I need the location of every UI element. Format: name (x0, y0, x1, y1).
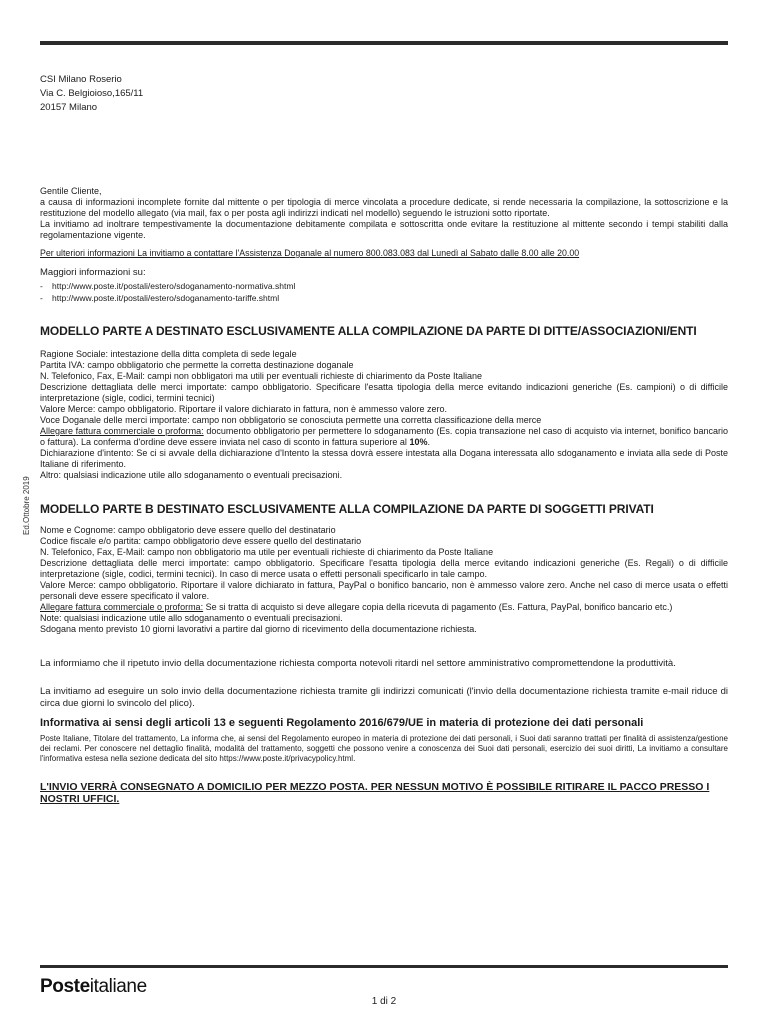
field-desc: Nome e Cognome: campo obbligatorio deve essere quello del destinatario (40, 525, 336, 535)
notice-paragraph: La invitiamo ad eseguire un solo invio della documentazione richiesta tramite gli indirizzi comunicati (l'invio della documentazione richiesta tramite e-mail riduce di circa due giorni lo svincolo del plico). (40, 686, 728, 709)
edition-label: Ed.Ottobre 2019 (22, 476, 31, 535)
contact-line: Per ulteriori informazioni La invitiamo a contattare l'Assistenza Doganale al numero 800.083.083 dal Lunedì al Sabato dalle 8.00 alle 20.00 (40, 248, 580, 258)
field-desc: Dichiarazione d'intento: Se ci si avvale della dichiarazione d'Intento la stessa dovrà essere intestata alla Dogana interessata allo sdoganamento e inviata alla sede di Poste Italiane di riferimento. (40, 448, 728, 469)
privacy-text: Poste Italiane, Titolare del trattamento, La informa che, ai sensi del Regolamento europeo in materia di protezione dei dati personali, i Suoi dati saranno trattati per finalità di assistenza/gestione dei reclami. Per conoscere nel dettaglio finalità, modalità del trattamento, soggetti che possono venire a conoscenza dei Suoi dati personali, esercizio dei suoi diritti, La invitiamo a consultare l'informativa estesa nella sezione dedicata del sito https://www.poste.it/privacypolicy.html. (40, 734, 728, 763)
section-b-title: MODELLO PARTE B DESTINATO ESCLUSIVAMENTE ALLA COMPILAZIONE DA PARTE DI SOGGETTI PRIVATI (40, 502, 654, 516)
link[interactable]: http://www.poste.it/postali/estero/sdoganamento-normativa.shtml (52, 281, 296, 291)
poste-italiane-logo: Posteitaliane (40, 976, 147, 997)
list-item[interactable]: - http://www.poste.it/postali/estero/sdoganamento-normativa.shtml (40, 281, 296, 291)
link[interactable]: http://www.poste.it/postali/estero/sdoganamento-tariffe.shtml (52, 293, 280, 303)
list-item[interactable]: - http://www.poste.it/postali/estero/sdoganamento-tariffe.shtml (40, 293, 280, 303)
more-info: Maggiori informazioni su: (40, 267, 146, 278)
field-desc: Descrizione dettagliata delle merci importate: campo obbligatorio. Specificare l'esatta tipologia della merce evitando indicazioni generiche (Es. Regali) o di difficile interpretazione (sigle, codici, termini tecnici). In caso di merce usata o effetti personali specificarlo in tale campo. (40, 558, 728, 579)
field-label: Allegare fattura commerciale o proforma: (40, 426, 204, 436)
privacy-title: Informativa ai sensi degli articoli 13 e seguenti Regolamento 2016/679/UE in materia di protezione dei dati personali (40, 717, 644, 729)
section-a-fields (40, 349, 728, 481)
address-line: Via C. Belgioioso,165/11 (40, 88, 144, 99)
field-desc: Descrizione dettagliata delle merci importate: campo obbligatorio. Specificare l'esatta tipologia della merce evitando indicazioni generiche (Es. campioni) o di difficile interpretazione (sigle, codici, termini tecnici) (40, 382, 728, 403)
field-desc: Codice fiscale e/o partita: campo obbligatorio deve essere quello del destinatario (40, 536, 362, 546)
address-line: CSI Milano Roserio (40, 74, 122, 85)
address-block (40, 73, 728, 115)
section-b-fields (40, 525, 728, 635)
field-desc: Note: qualsiasi indicazione utile allo sdoganamento o eventuali precisazioni. (40, 613, 343, 623)
notice-paragraph: La informiamo che il ripetuto invio della documentazione richiesta comporta notevoli ritardi nel settore amministrativo compromettendone la produttività. (40, 658, 676, 669)
field-desc: Valore Merce: campo obbligatorio. Riportare il valore dichiarato in fattura, non è ammesso valore zero. (40, 404, 448, 414)
bottom-rule (40, 965, 728, 968)
greeting: Gentile Cliente, (40, 186, 102, 196)
field-desc: N. Telefonico, Fax, E-Mail: campo non obbligatorio ma utile per eventuali richieste di chiarimento da Poste Italiane (40, 547, 494, 557)
page-number: 1 di 2 (371, 996, 397, 1007)
intro-paragraph: a causa di informazioni incomplete fornite dal mittente o per tipologia di merce vincolata a procedure dedicate, si rende necessaria la compilazione, la sottoscrizione e la restituzione del modello allegato (via mail, fax o per posta agli indirizzi indicati nel modello) seguendo le istruzioni sotto riportate. (40, 197, 728, 218)
field-desc: Altro: qualsiasi indicazione utile allo sdoganamento o eventuali precisazioni. (40, 470, 343, 480)
top-rule (40, 41, 728, 45)
field-label: Allegare fattura commerciale o proforma: (40, 602, 204, 612)
links-list (40, 280, 728, 304)
section-a-title: MODELLO PARTE A DESTINATO ESCLUSIVAMENTE ALLA COMPILAZIONE DA PARTE DI DITTE/ASSOCIAZIONI/ENTI (40, 324, 697, 338)
field-desc: Allegare fattura commerciale o proforma: documento obbligatorio per permettere lo sdoganamento (Es. copia transazione nel caso di acquisto via internet, bonifico bancario o fattura). La conferma d'ordine deve essere inviata nel caso di sconto in fattura superiore al 10%. (40, 426, 729, 447)
field-desc: Allegare fattura commerciale o proforma: Se si tratta di acquisto si deve allegare copia della ricevuta di pagamento (Es. Fattura, PayPal, bonifico bancario etc.) (40, 602, 673, 612)
field-desc: Ragione Sociale: intestazione della ditta completa di sede legale (40, 349, 297, 359)
field-desc: Partita IVA: campo obbligatorio che permette la corretta destinazione doganale (40, 360, 354, 370)
field-desc: N. Telefonico, Fax, E-Mail: campi non obbligatori ma utili per eventuali richieste di chiarimento da Poste Italiane (40, 371, 483, 381)
field-desc: Voce Doganale delle merci importate: campo non obbligatorio se conosciuta permette una corretta classificazione della merce (40, 415, 542, 425)
address-line: 20157 Milano (40, 102, 98, 113)
final-notice: L'INVIO VERRÀ CONSEGNATO A DOMICILIO PER MEZZO POSTA. PER NESSUN MOTIVO È POSSIBILE RITIRARE IL PACCO PRESSO I NOSTRI UFFICI. (40, 781, 710, 805)
intro-paragraph: La invitiamo ad inoltrare tempestivamente la documentazione debitamente compilata e sottoscritta onde evitare la restituzione al mittente secondo i tempi stabiliti dalla regolamentazione vigente. (40, 219, 728, 240)
field-desc: Sdogana mento previsto 10 giorni lavorativi a partire dal giorno di ricevimento della documentazione richiesta. (40, 624, 477, 634)
intro-section (40, 186, 728, 241)
field-desc: Valore Merce: campo obbligatorio. Riportare il valore dichiarato in fattura, PayPal o bonifico bancario, non è ammesso valore zero. Anche nel caso di merce usata o effetti personali deve essere specificato il valore. (40, 580, 728, 601)
